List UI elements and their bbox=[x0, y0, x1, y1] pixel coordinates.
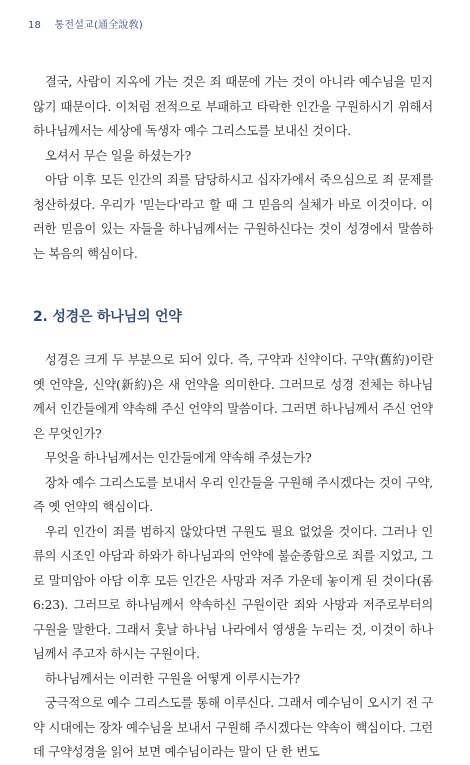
section-heading: 2. 성경은 하나님의 언약 bbox=[33, 309, 182, 325]
paragraph: 오셔서 무슨 일을 하셨는가? bbox=[45, 148, 191, 163]
paragraph: 아담 이후 모든 인간의 죄를 담당하시고 십자가에서 죽으심으로 죄 문제를 청산하셨다. 우리가 '믿는다'라고 할 때 그 믿음의 실체가 바로 이것이다. 이러한 믿음이 있는 자들을 하나님께서는 구원하신다는 것이 성경에서 말씀하는 복음의 핵심이다. bbox=[33, 173, 433, 261]
paragraph: 하나님께서는 이러한 구원을 어떻게 이루시는가? bbox=[45, 671, 300, 686]
paragraph: 결국, 사람이 지옥에 가는 것은 죄 때문에 가는 것이 아니라 예수님을 믿지 않기 때문이다. 이처럼 전적으로 부패하고 타락한 인간을 구원하시기 위해서 하나님께서는 세상에 독생자 예수 그리스도를 보내신 것이다. bbox=[33, 75, 433, 138]
running-header bbox=[28, 16, 143, 31]
paragraph: 우리 인간이 죄를 범하지 않았다면 구원도 필요 없었을 것이다. 그러나 인류의 시조인 아담과 하와가 하나님과의 언약에 불순종함으로 죄를 지었고, 그로 말미암아 아담 이후 모든 인간은 사망과 저주 가운데 놓이게 된 것이다(롬 6:23). 그러므로 하나님께서 약속하신 구원이란 죄와 사망과 저주로부터의 구원을 말한다. 그래서 훗날 하나님 나라에서 영생을 누리는 것, 이것이 하나님께서 주고자 하시는 구원이다. bbox=[33, 524, 433, 661]
paragraph: 무엇을 하나님께서는 인간들에게 약속해 주셨는가? bbox=[45, 451, 312, 465]
paragraph: 궁극적으로 예수 그리스도를 통해 이루신다. 그래서 예수님이 오시기 전 구약 시대에는 장차 예수님을 보내서 구원해 주시겠다는 약속이 핵심이다. 그런데 구약성경을 읽어 보면 예수님이라는 말이 단 한 번도 bbox=[33, 696, 433, 759]
paragraph: 성경은 크게 두 부분으로 되어 있다. 즉, 구약과 신약이다. 구약(舊約)이란 옛 언약을, 신약(新約)은 새 언약을 의미한다. 그러므로 성경 전체는 하나님께서 인간들에게 약속해 주신 언약의 말씀이다. 그러면 하나님께서 주신 언약은 무엇인가? bbox=[33, 353, 433, 441]
book-title: 통전설교(通全說敎) bbox=[54, 20, 143, 31]
paragraph: 장차 예수 그리스도를 보내서 우리 인간들을 구원해 주시겠다는 것이 구약, 즉 옛 언약의 핵심이다. bbox=[33, 475, 433, 514]
page-number: 18 bbox=[28, 20, 42, 31]
page-body bbox=[33, 70, 433, 765]
